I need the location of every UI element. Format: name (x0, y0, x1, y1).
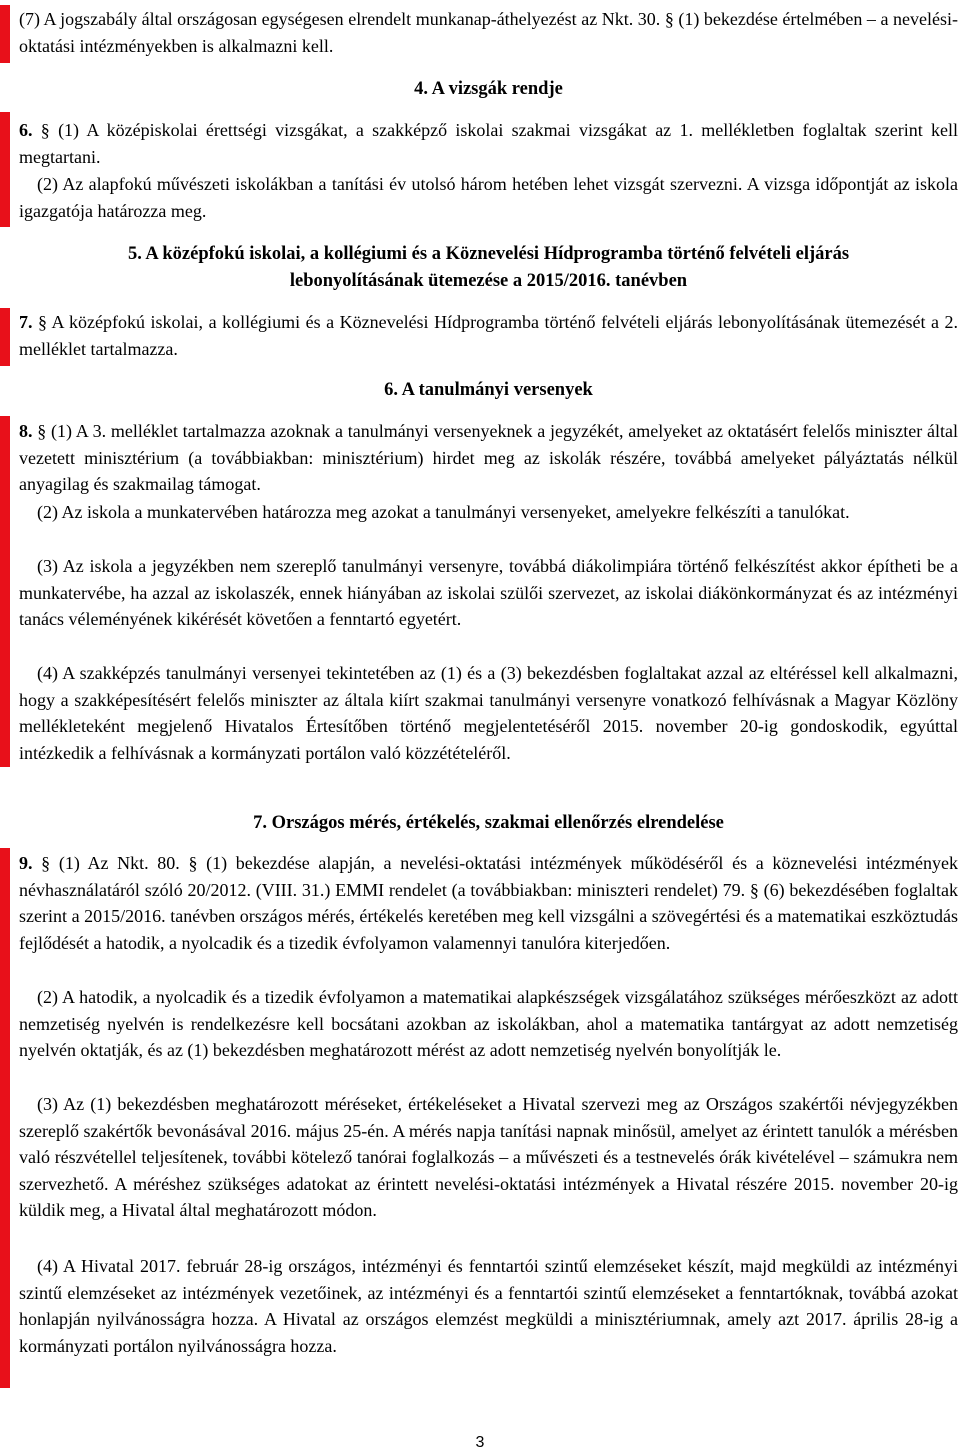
change-marker (0, 416, 10, 767)
change-marker (0, 308, 10, 366)
paragraph (19, 553, 958, 633)
section-heading: 6. A tanulmányi versenyek (384, 380, 593, 400)
paragraph (19, 499, 958, 526)
paragraph (19, 1091, 958, 1224)
change-marker (0, 848, 10, 1388)
paragraph-text: (7) A jogszabály által országosan egységesen elrendelt munkanap-áthelyezést az Nkt. 30. § (1) bekezdése értelmében – a nevelési-oktatási intézményekben is alkalmazni kell. (19, 9, 958, 56)
paragraph-text: (2) Az iskola a munkatervében határozza meg azokat a tanulmányi versenyeket, amelyekre felkészíti a tanulókat. (37, 502, 850, 522)
section-heading: 4. A vizsgák rendje (414, 79, 563, 99)
section-number: 9. (19, 853, 33, 873)
section-number: 7. (19, 312, 33, 332)
paragraph-text: § A középfokú iskolai, a kollégiumi és a Köznevelési Hídprogramba történő felvételi eljárás lebonyolításának ütemezését a 2. melléklet tartalmazza. (19, 312, 958, 359)
change-marker (0, 5, 10, 63)
section-heading: 5. A középfokú iskolai, a kollégiumi és a Köznevelési Hídprogramba történő felvételi eljárás lebonyolításának ütemezése a 2015/2016. tanévben (127, 244, 850, 291)
change-marker (0, 112, 10, 227)
page-number: 3 (475, 1434, 485, 1451)
paragraph-text: (2) Az alapfokú művészeti iskolákban a tanítási év utolsó három hetében lehet vizsgát szervezni. A vizsga időpontját az iskola igazgatója határozza meg. (19, 174, 958, 221)
paragraph (19, 1253, 958, 1359)
paragraph-text: § (1) A 3. melléklet tartalmazza azoknak a tanulmányi versenyeknek a jegyzékét, amelyeket az oktatásért felelős miniszter által vezetett minisztérium (a továbbiakban: minisztérium) hirdet meg az iskolák részére, továbbá amelyeket pályáztatás nélkül anyagilag és szakmailag támogat. (19, 421, 958, 494)
paragraph (19, 984, 958, 1064)
paragraph (19, 660, 958, 766)
paragraph (19, 171, 958, 224)
paragraph (19, 850, 958, 956)
paragraph-text: § (1) Az Nkt. 80. § (1) bekezdése alapján, a nevelési-oktatási intézmények működéséről és a köznevelési intézmények névhasználatáról szóló 20/2012. (VIII. 31.) EMMI rendelet (a továbbiakban: miniszteri rendelet) 79. § (6) bekezdésében foglaltak szerint a 2015/2016. tanévben országos mérés, értékelés keretében meg kell vizsgálni a szövegértési és a matematikai eszköztudás fejlődését a hatodik, a nyolcadik és a tizedik évfolyamon valamennyi tanulóra kiterjedően. (19, 853, 958, 953)
paragraph-text: (4) A szakképzés tanulmányi versenyei tekintetében az (1) és a (3) bekezdésben foglaltakat azzal az eltéréssel kell alkalmazni, hogy a szakképesítésért felelős miniszter az általa kiírt szakmai tanulmányi versenyre vonatkozó felhívásnak a Magyar Közlöny mellékleteként megjelenő Hivatalos Értesítőben történő megjelentetéséről 2015. november 20-ig gondoskodik, egyúttal intézkedik a felhívásnak a kormányzati portálon való közzétételéről. (19, 663, 958, 763)
section-heading: 7. Országos mérés, értékelés, szakmai ellenőrzés elrendelése (253, 813, 724, 833)
paragraph-text: (2) A hatodik, a nyolcadik és a tizedik évfolyamon a matematikai alapkészségek vizsgálatához szükséges mérőeszközt az adott nemzetiség nyelvén is rendelkezésre kell bocsátani azokban az iskolákban, ahol a matematika tantárgyat az adott nemzetiség nyelvén oktatják, és az (1) bekezdésben meghatározott mérést az adott nemzetiség nyelvén bonyolítják le. (19, 987, 958, 1060)
section-number: 8. (19, 421, 33, 441)
paragraph (19, 6, 958, 59)
paragraph-text: (4) A Hivatal 2017. február 28-ig országos, intézményi és fenntartói szintű elemzéseket készít, majd megküldi az intézményi szintű elemzéseket az intézmények vezetőinek, az intézményi és a fenntartói szintű elemzéseket a fenntartóknak, továbbá azokat honlapján nyilvánosságra hozza. A Hivatal az országos elemzést megküldi a minisztériumnak, amely azt 2017. április 28-ig a kormányzati portálon nyilvánosságra hozza. (19, 1256, 958, 1356)
section-number: 6. (19, 120, 33, 140)
paragraph-text: § (1) A középiskolai érettségi vizsgákat, a szakképző iskolai szakmai vizsgákat az 1. mellékletben foglaltak szerint kell megtartani. (19, 120, 958, 167)
paragraph-text: (3) Az iskola a jegyzékben nem szereplő tanulmányi versenyre, továbbá diákolimpiára történő felkészítést akkor építheti be a munkatervébe, ha azzal az iskolaszék, ennek hiányában az iskolai szülői szervezet, az iskolai diákönkormányzat és az intézményi tanács véleményének kikérését követően a fenntartó egyetért. (19, 556, 958, 629)
paragraph (19, 418, 958, 498)
paragraph (19, 117, 958, 170)
paragraph (19, 309, 958, 362)
paragraph-text: (3) Az (1) bekezdésben meghatározott méréseket, értékeléseket a Hivatal szervezi meg az Országos szakértői névjegyzékben szereplő szakértők bevonásával 2016. május 25-én. A mérés napja tanítási napnak minősül, amelyet az érintett tanulók a mérésben való részvétellel teljesítenek, további kötelező tanórai foglalkozás – a művészeti és a testnevelés órák kivételével – számukra nem szervezhető. A méréshez szükséges adatokat az érintett nevelési-oktatási intézmények a Hivatal részére 2015. november 20-ig küldik meg, a Hivatal által meghatározott módon. (19, 1094, 958, 1220)
